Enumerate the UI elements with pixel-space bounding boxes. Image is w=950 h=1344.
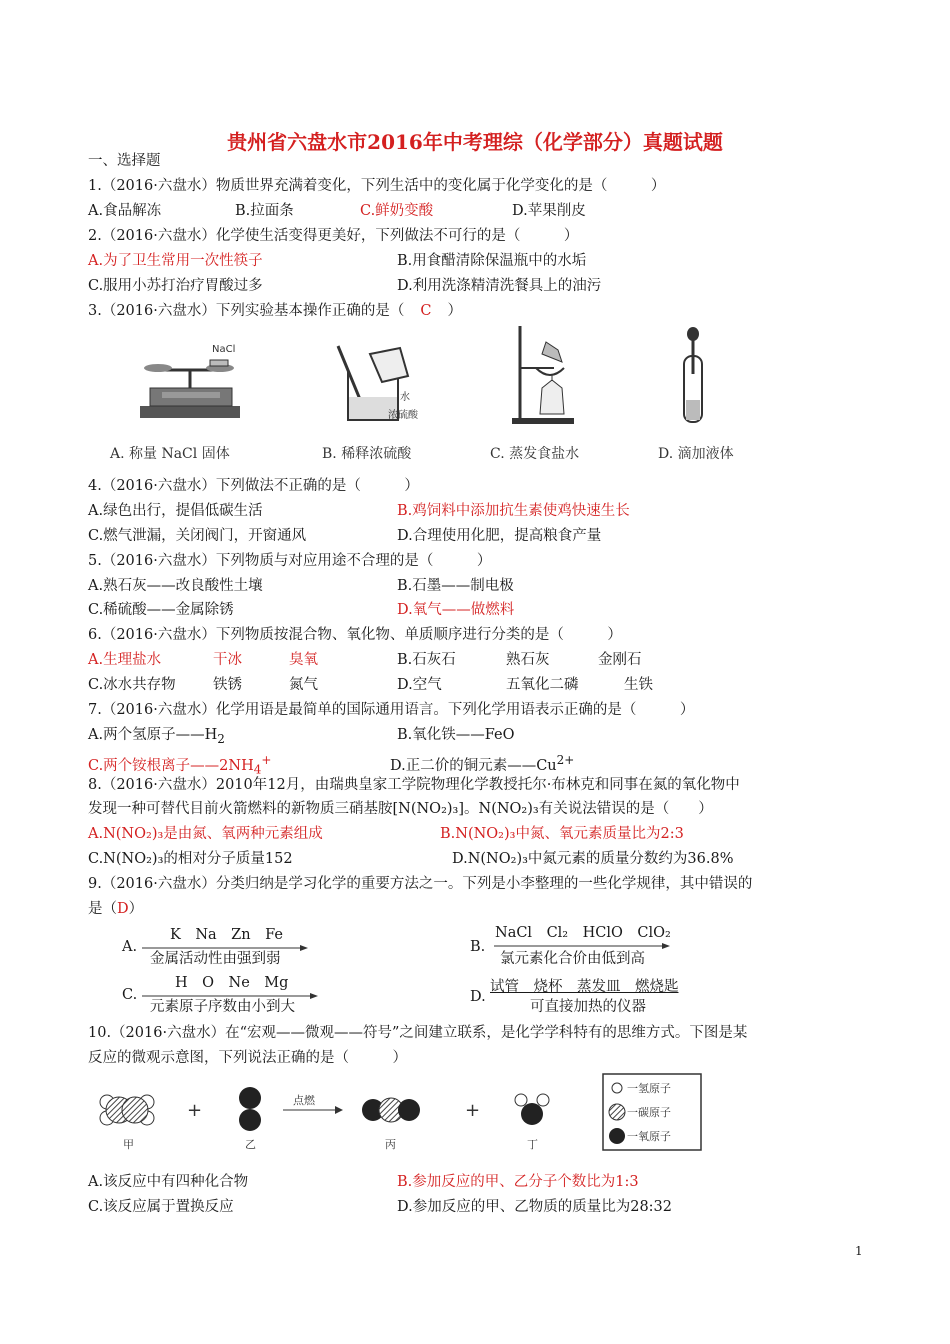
q5-stem: 5.（2016·六盘水）下列物质与对应用途不合理的是（ ） bbox=[88, 553, 492, 569]
section-heading: 一、选择题 bbox=[88, 153, 161, 169]
q4-option-b: B.鸡饲料中添加抗生素使鸡快速生长 bbox=[397, 503, 630, 519]
q7-option-b: B.氧化铁——FeO bbox=[397, 727, 515, 743]
q7-option-d-sup: 2+ bbox=[556, 753, 575, 767]
q6-option-b-1: B.石灰石 bbox=[397, 652, 456, 668]
balance-illustration bbox=[132, 340, 247, 425]
molecule-bing bbox=[362, 1098, 420, 1122]
q5-option-d: D.氧气——做燃料 bbox=[397, 602, 515, 618]
q6-option-c-1: C.冰水共存物 bbox=[88, 677, 176, 693]
q6-option-b-2: 熟石灰 bbox=[506, 652, 550, 668]
q6-option-b-3: 金刚石 bbox=[598, 652, 642, 668]
q9-b-label: B. bbox=[470, 939, 486, 955]
q6-option-a-3: 臭氧 bbox=[289, 652, 318, 668]
q8-line2: 发现一种可替代目前火箭燃料的新物质三硝基胺[N(NO₂)₃]。N(NO₂)₃有关说法错误的是（ ） bbox=[88, 801, 713, 817]
q6-option-d-1: D.空气 bbox=[397, 677, 442, 693]
page-number: 1 bbox=[855, 1244, 863, 1258]
molecule-jia bbox=[100, 1095, 154, 1125]
q9-b-bottom: 氯元素化合价由低到高 bbox=[500, 951, 645, 967]
label-bing: 丙 bbox=[385, 1138, 396, 1151]
q7-option-c-sup: + bbox=[261, 753, 272, 767]
q1-option-c: C.鲜奶变酸 bbox=[360, 203, 434, 219]
q9-line2-pre: 是（ bbox=[88, 901, 117, 917]
q5-option-b: B.石墨——制电极 bbox=[397, 578, 514, 594]
q9-c-top: H O Ne Mg bbox=[175, 975, 289, 991]
q9-c-bottom: 元素原子序数由小到大 bbox=[150, 999, 295, 1015]
legend-c: 一碳原子 bbox=[627, 1106, 671, 1119]
q2-option-d: D.利用洗涤精清洗餐具上的油污 bbox=[397, 278, 602, 294]
q7-option-d bbox=[390, 751, 574, 775]
molecule-yi bbox=[239, 1087, 261, 1131]
q9-d-label: D. bbox=[470, 989, 486, 1005]
q5-option-c: C.稀硫酸——金属除锈 bbox=[88, 602, 234, 618]
arrow-label: 点燃 bbox=[293, 1094, 315, 1107]
q9-a-bottom: 金属活动性由强到弱 bbox=[150, 951, 281, 967]
q9-answer: D bbox=[117, 901, 129, 917]
q10-option-b: B.参加反应的甲、乙分子个数比为1:3 bbox=[397, 1174, 639, 1190]
q2-option-b: B.用食醋清除保温瓶中的水垢 bbox=[397, 253, 587, 269]
q9-b-arrow bbox=[492, 942, 672, 950]
q9-c-label: C. bbox=[122, 987, 138, 1003]
molecule-ding bbox=[515, 1094, 549, 1125]
q3-stem bbox=[88, 302, 462, 320]
q10-option-c: C.该反应属于置换反应 bbox=[88, 1199, 234, 1215]
q10-line2: 反应的微观示意图，下列说法正确的是（ ） bbox=[88, 1050, 407, 1066]
q4-option-c: C.燃气泄漏，关闭阀门，开窗通风 bbox=[88, 528, 307, 544]
q10-option-d: D.参加反应的甲、乙物质的质量比为28:32 bbox=[397, 1199, 673, 1215]
q10-line1: 10.（2016·六盘水）在“宏观——微观——符号”之间建立联系，是化学学科特有的思维方式。下图是某 bbox=[88, 1025, 748, 1041]
q8-option-a: A.N(NO₂)₃是由氮、氧两种元素组成 bbox=[88, 826, 323, 842]
dilution-illustration bbox=[330, 342, 430, 424]
q2-stem: 2.（2016·六盘水）化学使生活变得更美好，下列做法不可行的是（ ） bbox=[88, 228, 579, 244]
q8-option-c: C.N(NO₂)₃的相对分子质量152 bbox=[88, 851, 293, 867]
q7-option-d-text: D.正二价的铜元素——Cu bbox=[390, 757, 557, 774]
q3-caption-c: C. 蒸发食盐水 bbox=[490, 446, 580, 462]
q7-option-c bbox=[88, 751, 271, 779]
q7-option-a-sub: 2 bbox=[217, 731, 225, 746]
q6-option-a-1: A.生理盐水 bbox=[88, 652, 162, 668]
page-title: 贵州省六盘水市2016年中考理综（化学部分）真题试题 bbox=[227, 130, 723, 154]
q4-option-a: A.绿色出行，提倡低碳生活 bbox=[88, 503, 263, 519]
q3-stem-text: 3.（2016·六盘水）下列实验基本操作正确的是（ bbox=[88, 303, 405, 319]
q6-option-c-3: 氮气 bbox=[289, 677, 318, 693]
q3-caption-a: A. 称量 NaCl 固体 bbox=[110, 446, 230, 462]
q9-b-top: NaCl Cl₂ HClO ClO₂ bbox=[495, 925, 671, 941]
q6-option-d-2: 五氧化二磷 bbox=[506, 677, 579, 693]
plus-2: + bbox=[465, 1100, 481, 1121]
q7-option-c-sub: 4 bbox=[253, 762, 262, 777]
q3-caption-b: B. 稀释浓硫酸 bbox=[322, 446, 412, 462]
q9-d-bottom: 可直接加热的仪器 bbox=[530, 999, 646, 1015]
q9-line2 bbox=[88, 900, 143, 918]
q6-stem: 6.（2016·六盘水）下列物质按混合物、氧化物、单质顺序进行分类的是（ ） bbox=[88, 627, 622, 643]
q3-close: ） bbox=[447, 303, 462, 319]
water-label: 水 bbox=[400, 392, 410, 403]
q3-caption-d: D. 滴加液体 bbox=[658, 446, 734, 462]
q9-line2-post: ） bbox=[128, 901, 144, 917]
q1-option-b: B.拉面条 bbox=[235, 203, 294, 219]
q7-option-c-text: C.两个铵根离子——2NH bbox=[88, 757, 254, 774]
q6-option-c-2: 铁锈 bbox=[213, 677, 242, 693]
q9-a-top: K Na Zn Fe bbox=[170, 927, 283, 943]
q2-option-c: C.服用小苏打治疗胃酸过多 bbox=[88, 278, 263, 294]
q2-option-a: A.为了卫生常用一次性筷子 bbox=[88, 253, 263, 269]
q1-option-a: A.食品解冻 bbox=[88, 203, 162, 219]
q1-stem: 1.（2016·六盘水）物质世界充满着变化，下列生活中的变化属于化学变化的是（ ） bbox=[88, 178, 666, 194]
evaporation-illustration bbox=[502, 322, 582, 426]
q1-option-d: D.苹果削皮 bbox=[512, 203, 586, 219]
legend-o: 一氧原子 bbox=[627, 1130, 671, 1143]
q4-option-d: D.合理使用化肥，提高粮食产量 bbox=[397, 528, 602, 544]
reaction-diagram bbox=[95, 1070, 725, 1156]
q6-option-a-2: 干冰 bbox=[213, 652, 242, 668]
q10-option-a: A.该反应中有四种化合物 bbox=[88, 1174, 249, 1190]
q8-option-d: D.N(NO₂)₃中氮元素的质量分数约为36.8% bbox=[452, 851, 734, 867]
q5-option-a: A.熟石灰——改良酸性土壤 bbox=[88, 578, 263, 594]
acid-label: 浓硫酸 bbox=[388, 410, 418, 421]
q7-option-a-text: A.两个氢原子——H bbox=[88, 727, 218, 743]
q9-d-top: 试管 烧杯 蒸发皿 燃烧匙 bbox=[490, 979, 679, 995]
q9-a-label: A. bbox=[122, 939, 138, 955]
q9-line1: 9.（2016·六盘水）分类归纳是学习化学的重要方法之一。下列是小李整理的一些化学规律，其中错误的 bbox=[88, 876, 753, 892]
q4-stem: 4.（2016·六盘水）下列做法不正确的是（ ） bbox=[88, 478, 419, 494]
q8-line1: 8.（2016·六盘水）2010年12月，由瑞典皇家工学院物理化学教授托尔·布林克和同事在氮的氧化物中 bbox=[88, 777, 740, 793]
dropper-illustration bbox=[678, 326, 708, 426]
q7-stem: 7.（2016·六盘水）化学用语是最简单的国际通用语言。下列化学用语表示正确的是（ ） bbox=[88, 702, 695, 718]
legend-h: 一氢原子 bbox=[627, 1082, 671, 1095]
label-yi: 乙 bbox=[245, 1138, 256, 1151]
label-jia: 甲 bbox=[123, 1138, 134, 1151]
nacl-label: NaCl bbox=[212, 344, 236, 355]
q3-answer: C bbox=[420, 303, 432, 319]
q7-option-a bbox=[88, 726, 225, 748]
plus-1: + bbox=[187, 1100, 203, 1121]
q8-option-b: B.N(NO₂)₃中氮、氧元素质量比为2:3 bbox=[440, 826, 684, 842]
q6-option-d-3: 生铁 bbox=[624, 677, 653, 693]
label-ding: 丁 bbox=[527, 1138, 538, 1151]
